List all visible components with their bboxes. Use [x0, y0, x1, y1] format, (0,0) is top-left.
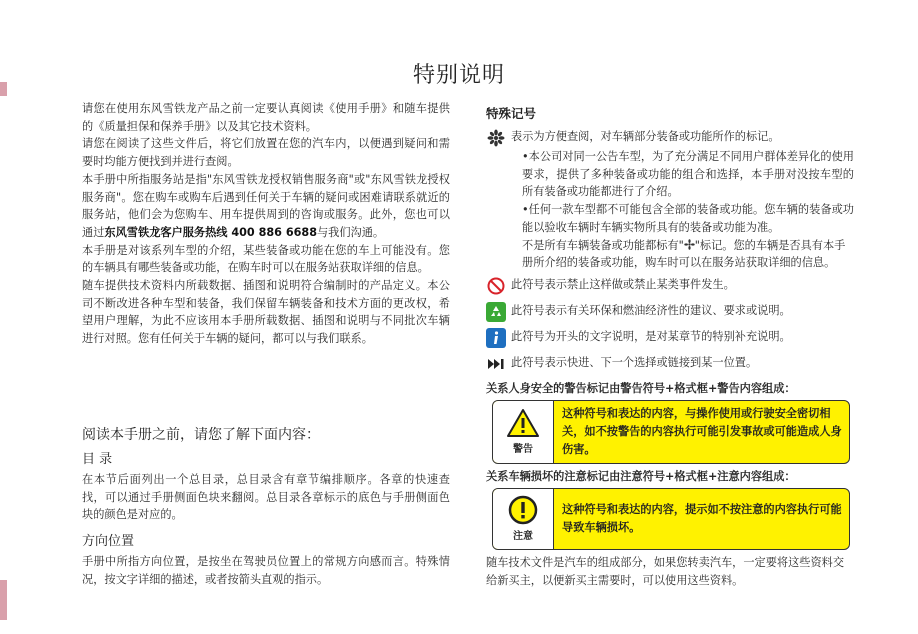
info-symbol-row [486, 328, 854, 348]
star-note-text: 不是所有车辆装备或功能都标有" [522, 238, 684, 252]
star-note [486, 237, 854, 272]
storage-paragraph: 请您在阅读了这些文件后，将它们放置在您的汽车内，以便遇到疑问和需要时均能方便找到并进行查阅。 [82, 137, 450, 169]
caution-box [492, 488, 850, 550]
star-bullet: •任何一款车型都不可能包含全部的装备或功能。您车辆的装备或功能以验收车辆时车辆实物所具有的装备或功能为准。 [522, 203, 854, 234]
skip-forward-icon [486, 354, 506, 374]
info-text: 此符号为开头的文字说明，是对某章节的特别补充说明。 [511, 329, 791, 343]
page-title: 特别说明 [412, 63, 505, 88]
info-icon [486, 328, 506, 348]
star-marker-icon [486, 128, 506, 148]
side-color-tab [0, 580, 7, 620]
left-column [82, 100, 450, 348]
special-symbols-title: 特殊记号 [486, 106, 537, 121]
direction-block [82, 530, 450, 588]
model-paragraph: 本手册是对该系列车型的介绍，某些装备或功能在您的车上可能没有。您的车辆具有哪些装备或功能，在购车时可以在服务站获取详细的信息。 [82, 243, 450, 275]
service-text: 本手册中所指服务站是指"东风雪铁龙授权销售服务商"或"东风雪铁龙授权服务商"。您在购车或购车后遇到任何关于车辆的疑问或困难请联系就近的服务站，他们会为您购车、用车提供周到的咨询或服务。此外，您也可以通过 [82, 172, 450, 239]
toc-text: 在本节后面列出一个总目录，总目录含有章节编排顺序。各章的快速查找，可以通过手册侧面色块来翻阅。总目录各章标示的底色与手册侧面色块的颜色是对应的。 [82, 473, 450, 522]
star-marker-icon [684, 239, 695, 250]
recycle-icon [486, 302, 506, 322]
toc-block [82, 448, 450, 524]
closing-paragraph: 随车技术文件是汽车的组成部分，如果您转卖汽车，一定要将这些资料交给新买主，以便新买主需要时，可以使用这些资料。 [486, 555, 845, 587]
caution-text: 这种符号和表达的内容，提示如不按注意的内容执行可能导致车辆损坏。 [562, 502, 842, 534]
intro-paragraph: 请您在使用东风雪铁龙产品之前一定要认真阅读《使用手册》和随车提供的《质量担保和保养手册》以及其它技术资料。 [82, 102, 450, 133]
prohibited-symbol-row [486, 276, 854, 296]
warning-triangle-icon [506, 408, 540, 438]
caution-circle-icon [508, 495, 538, 525]
prohibited-icon [486, 276, 506, 296]
caution-label: 注意 [513, 531, 533, 543]
right-column [486, 104, 854, 589]
warning-icon-cell [493, 401, 554, 463]
skip-forward-text: 此符号表示快进、下一个选择或链接到某一位置。 [511, 355, 758, 369]
star-symbol-row [486, 128, 854, 148]
direction-title: 方向位置 [82, 534, 135, 549]
prohibited-text: 此符号表示禁止这样做或禁止某类事件发生。 [511, 277, 735, 291]
star-note-text-end: "标记。您的车辆是否具有本手册所介绍的装备或功能，购车时可以在服务站获取详细的信息。 [522, 238, 846, 270]
star-bullet: •本公司对同一公告车型，为了充分满足不同用户群体差异化的使用要求，提供了多种装备或功能的组合和选择，本手册对没按车型的所有装备或功能都进行了介绍。 [522, 150, 854, 199]
warning-label: 警告 [513, 444, 533, 456]
direction-text: 手册中所指方向位置，是按坐在驾驶员位置上的常规方向感而言。特殊情况，按文字详细的描述，或者按箭头直观的指示。 [82, 555, 450, 586]
hotline-text: 东风雪铁龙客户服务热线 400 886 6688 [104, 225, 317, 239]
warning-box [492, 400, 850, 464]
toc-title: 目 录 [82, 452, 113, 467]
warning-caption: 关系人身安全的警告标记由警告符号+格式框+警告内容组成： [486, 381, 796, 395]
service-text-end: 与我们沟通。 [316, 225, 385, 239]
section-heading: 阅读本手册之前，请您了解下面内容： [82, 427, 320, 443]
caution-caption: 关系车辆损坏的注意标记由注意符号+格式框+注意内容组成： [486, 469, 796, 483]
recycle-symbol-row [486, 302, 854, 322]
warning-text: 这种符号和表达的内容，与操作使用或行驶安全密切相关，如不按警告的内容执行可能引发事故或可能造成人身伤害。 [562, 406, 842, 456]
technical-data-paragraph: 随车提供技术资料内所载数据、插图和说明符合编制时的产品定义。本公司不断改进各种车型和装备，我们保留车辆装备和技术方面的更改权，希望用户理解，为此不应该用本手册所载数据、插图和说明与不同批次车辆进行对照。您有任何关于车辆的疑问，都可以与我们联系。 [82, 279, 450, 346]
recycle-text: 此符号表示有关环保和燃油经济性的建议、要求或说明。 [511, 303, 791, 317]
star-symbol-text: 表示为方便查阅，对车辆部分装备或功能所作的标记。 [511, 130, 780, 143]
service-paragraph [82, 171, 450, 242]
skip-symbol-row [486, 354, 854, 374]
caution-icon-cell [493, 489, 554, 549]
